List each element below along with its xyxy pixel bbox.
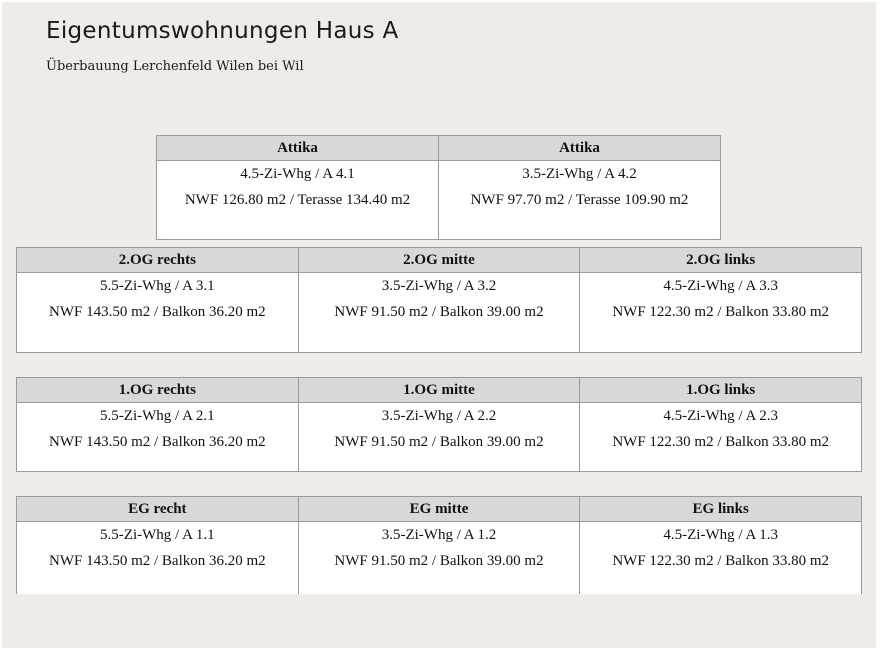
unit-cell-a33 xyxy=(580,248,861,352)
unit-type: 3.5-Zi-Whg / A 3.2 xyxy=(381,278,497,294)
unit-area: NWF 122.30 m2 / Balkon 33.80 m2 xyxy=(612,434,830,450)
unit-type: 4.5-Zi-Whg / A 4.1 xyxy=(240,166,355,182)
unit-area: NWF 143.50 m2 / Balkon 36.20 m2 xyxy=(49,553,266,569)
unit-type: 3.5-Zi-Whg / A 4.2 xyxy=(522,166,637,182)
page-title: Eigentumswohnungen Haus A xyxy=(46,18,399,44)
unit-type: 3.5-Zi-Whg / A 2.2 xyxy=(381,408,497,424)
floor-attika-table xyxy=(156,135,721,240)
unit-cell-a41 xyxy=(157,136,439,239)
unit-header: 2.OG mitte xyxy=(299,248,580,273)
unit-header: EG recht xyxy=(17,497,298,522)
unit-cell-a22 xyxy=(299,378,581,471)
unit-area: NWF 97.70 m2 / Terasse 109.90 m2 xyxy=(470,192,689,208)
unit-cell-a23 xyxy=(580,378,861,471)
unit-area: NWF 122.30 m2 / Balkon 33.80 m2 xyxy=(612,304,830,320)
unit-header: 2.OG links xyxy=(580,248,861,273)
unit-header: EG mitte xyxy=(299,497,580,522)
unit-type: 5.5-Zi-Whg / A 3.1 xyxy=(100,278,215,294)
unit-cell-a32 xyxy=(299,248,581,352)
unit-header: Attika xyxy=(439,136,720,161)
unit-header: 1.OG mitte xyxy=(299,378,580,403)
unit-type: 4.5-Zi-Whg / A 1.3 xyxy=(663,527,778,543)
unit-type: 3.5-Zi-Whg / A 1.2 xyxy=(381,527,497,543)
unit-header: 1.OG links xyxy=(580,378,861,403)
unit-cell-a13 xyxy=(580,497,861,594)
unit-area: NWF 143.50 m2 / Balkon 36.20 m2 xyxy=(49,304,266,320)
unit-area: NWF 91.50 m2 / Balkon 39.00 m2 xyxy=(334,434,544,450)
page-background xyxy=(2,2,876,648)
page-subtitle: Überbauung Lerchenfeld Wilen bei Wil xyxy=(46,59,304,74)
unit-cell-a31 xyxy=(17,248,299,352)
unit-header: 2.OG rechts xyxy=(17,248,298,273)
unit-area: NWF 91.50 m2 / Balkon 39.00 m2 xyxy=(334,553,544,569)
unit-type: 5.5-Zi-Whg / A 2.1 xyxy=(100,408,215,424)
unit-area: NWF 143.50 m2 / Balkon 36.20 m2 xyxy=(49,434,266,450)
unit-area: NWF 126.80 m2 / Terasse 134.40 m2 xyxy=(184,192,411,208)
unit-area: NWF 122.30 m2 / Balkon 33.80 m2 xyxy=(612,553,830,569)
unit-cell-a42 xyxy=(439,136,720,239)
unit-area: NWF 91.50 m2 / Balkon 39.00 m2 xyxy=(334,304,544,320)
floor-1og-table xyxy=(16,377,862,472)
floor-2og-table xyxy=(16,247,862,353)
unit-type: 4.5-Zi-Whg / A 2.3 xyxy=(663,408,778,424)
unit-type: 4.5-Zi-Whg / A 3.3 xyxy=(663,278,778,294)
unit-header: EG links xyxy=(580,497,861,522)
unit-cell-a12 xyxy=(299,497,581,594)
unit-header: Attika xyxy=(157,136,438,161)
unit-cell-a11 xyxy=(17,497,299,594)
floor-eg-table xyxy=(16,496,862,594)
unit-header: 1.OG rechts xyxy=(17,378,298,403)
unit-type: 5.5-Zi-Whg / A 1.1 xyxy=(100,527,215,543)
unit-cell-a21 xyxy=(17,378,299,471)
